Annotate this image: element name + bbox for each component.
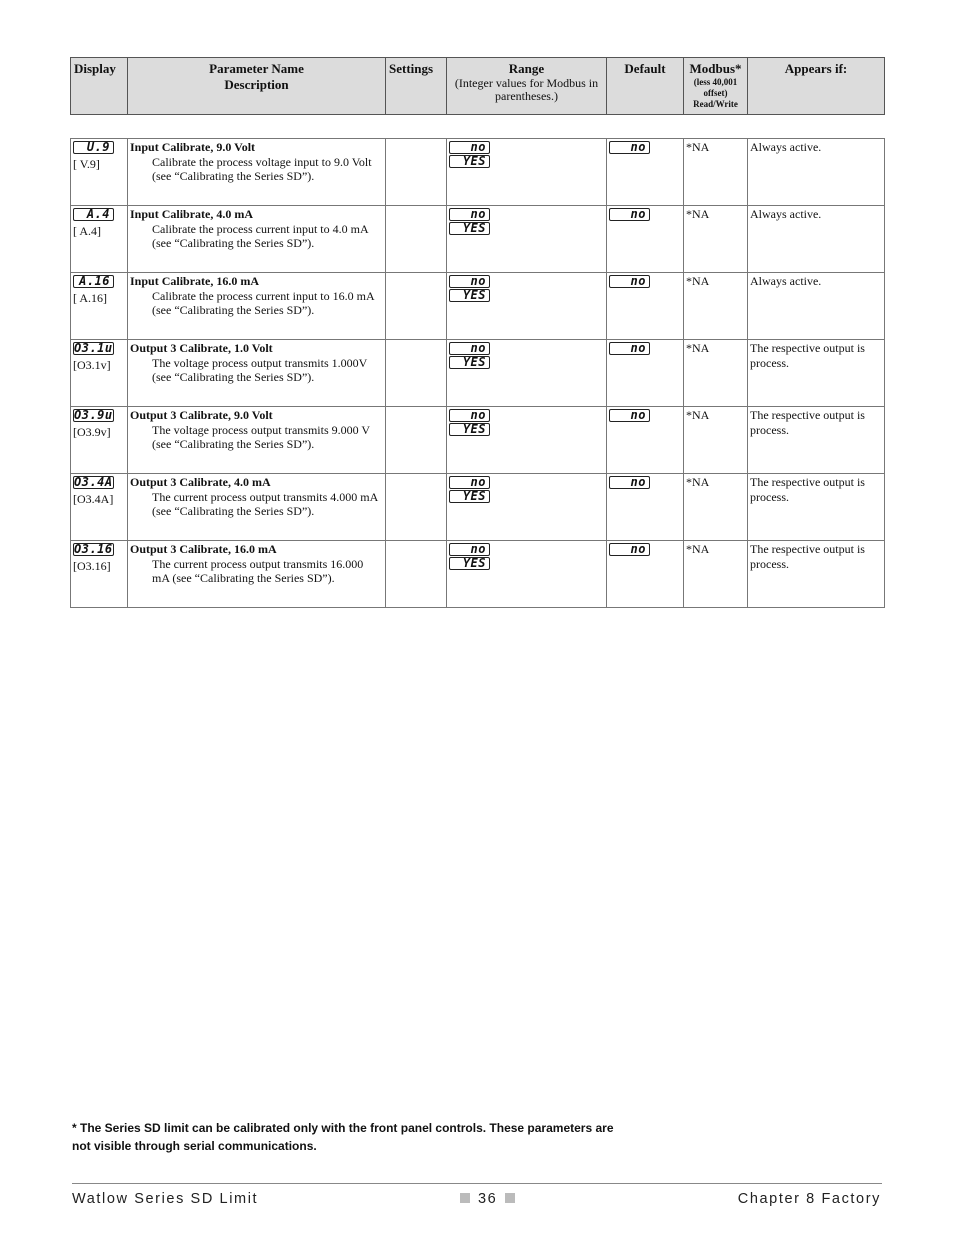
display-cell [71, 273, 128, 340]
lcd-default-icon: no [609, 342, 650, 355]
parameter-description: The voltage process output transmits 9.000 V (see “Calibrating the Series SD”). [152, 422, 370, 451]
header-settings: Settings [386, 58, 447, 115]
lcd-range-icon: no [449, 342, 490, 355]
lcd-range-icon: no [449, 275, 490, 288]
header-default: Default [607, 58, 684, 115]
default-cell [607, 139, 684, 206]
modbus-cell: *NA [684, 541, 748, 608]
lcd-range-icon: YES [449, 155, 490, 168]
display-cell [71, 474, 128, 541]
modbus-cell: *NA [684, 474, 748, 541]
lcd-default-icon: no [609, 476, 650, 489]
settings-cell [386, 273, 447, 340]
appears-if-cell: The respective output is process. [748, 407, 885, 474]
parameter-code: [O3.1v] [73, 357, 111, 372]
display-cell [71, 206, 128, 273]
footer-chapter: Chapter 8 Factory [737, 1191, 881, 1207]
range-cell [447, 541, 607, 608]
default-cell [607, 407, 684, 474]
display-cell [71, 340, 128, 407]
parameter-description: The current process output transmits 16.000 mA (see “Calibrating the Series SD”). [152, 556, 364, 585]
square-bullet-icon [460, 1193, 470, 1203]
parameter-code: [O3.9v] [73, 424, 111, 439]
parameter-name: Output 3 Calibrate, 16.0 mA [130, 542, 277, 556]
parameter-description: Calibrate the process voltage input to 9.0 Volt (see “Calibrating the Series SD”). [152, 154, 372, 183]
footer-page-number: 36 [452, 1191, 523, 1207]
appears-if-cell: The respective output is process. [748, 340, 885, 407]
square-bullet-icon [505, 1193, 515, 1203]
parameter-code: [O3.4A] [73, 491, 114, 506]
parameter-description: The current process output transmits 4.000 mA (see “Calibrating the Series SD”). [152, 489, 378, 518]
lcd-display-icon: O3.1u [74, 341, 113, 355]
appears-if-cell: Always active. [748, 139, 885, 206]
range-cell [447, 139, 607, 206]
parameter-cell [128, 407, 386, 474]
appears-if-cell: The respective output is process. [748, 541, 885, 608]
parameter-name: Input Calibrate, 4.0 mA [130, 207, 254, 221]
settings-cell [386, 407, 447, 474]
range-cell [447, 273, 607, 340]
parameter-name: Output 3 Calibrate, 4.0 mA [130, 475, 271, 489]
modbus-cell: *NA [684, 273, 748, 340]
parameter-table [70, 138, 885, 608]
modbus-cell: *NA [684, 206, 748, 273]
parameter-description: Calibrate the process current input to 16.0 mA (see “Calibrating the Series SD”). [152, 288, 374, 317]
parameter-code: [ V.9] [73, 156, 100, 171]
lcd-display-icon: U.9 [73, 141, 114, 154]
lcd-range-icon: no [449, 141, 490, 154]
header-appears-if: Appears if: [748, 58, 885, 115]
table-row [71, 541, 885, 608]
appears-if-cell: Always active. [748, 273, 885, 340]
range-cell [447, 474, 607, 541]
lcd-range-icon: YES [449, 490, 490, 503]
table-row [71, 407, 885, 474]
display-cell [71, 541, 128, 608]
parameter-cell [128, 340, 386, 407]
footnote: * The Series SD limit can be calibrated only with the front panel controls. These parameters are not visible through serial communications. [72, 1121, 614, 1153]
modbus-cell: *NA [684, 340, 748, 407]
parameter-code: [ A.4] [73, 223, 101, 238]
lcd-default-icon: no [609, 141, 650, 154]
table-row [71, 474, 885, 541]
lcd-display-icon: O3.9u [74, 408, 113, 422]
appears-if-cell: The respective output is process. [748, 474, 885, 541]
lcd-range-icon: no [449, 476, 490, 489]
lcd-range-icon: YES [449, 222, 490, 235]
range-cell [447, 407, 607, 474]
lcd-default-icon: no [609, 543, 650, 556]
table-row [71, 206, 885, 273]
lcd-display-icon: O3.16 [74, 542, 113, 556]
header-modbus: Modbus* (less 40,001 offset) Read/Write [684, 58, 748, 115]
parameter-name: Output 3 Calibrate, 9.0 Volt [130, 408, 273, 422]
footer-rule [72, 1183, 882, 1184]
parameter-name: Input Calibrate, 9.0 Volt [130, 140, 256, 154]
lcd-default-icon: no [609, 275, 650, 288]
lcd-range-icon: YES [449, 423, 490, 436]
display-cell [71, 139, 128, 206]
parameter-cell [128, 139, 386, 206]
default-cell [607, 474, 684, 541]
lcd-default-icon: no [609, 208, 650, 221]
range-cell [447, 340, 607, 407]
table-row [71, 139, 885, 206]
default-cell [607, 340, 684, 407]
lcd-display-icon: O3.4A [74, 475, 113, 489]
parameter-cell [128, 541, 386, 608]
lcd-range-icon: YES [449, 557, 490, 570]
table-row [71, 273, 885, 340]
lcd-range-icon: no [449, 208, 490, 221]
parameter-code: [O3.16] [73, 558, 111, 573]
lcd-range-icon: YES [449, 289, 490, 302]
header-range: Range (Integer values for Modbus in parentheses.) [447, 58, 607, 115]
default-cell [607, 206, 684, 273]
lcd-default-icon: no [609, 409, 650, 422]
header-display: Display [71, 58, 128, 115]
lcd-range-icon: no [449, 543, 490, 556]
parameter-name: Input Calibrate, 16.0 mA [130, 274, 260, 288]
settings-cell [386, 206, 447, 273]
lcd-range-icon: no [449, 409, 490, 422]
range-cell [447, 206, 607, 273]
parameter-cell [128, 206, 386, 273]
header-parameter-name: Parameter Name Description [128, 58, 386, 115]
display-cell [71, 407, 128, 474]
settings-cell [386, 474, 447, 541]
modbus-cell: *NA [684, 139, 748, 206]
settings-cell [386, 340, 447, 407]
default-cell [607, 541, 684, 608]
table-row [71, 340, 885, 407]
lcd-display-icon: A.4 [73, 208, 114, 221]
parameter-description: The voltage process output transmits 1.000V (see “Calibrating the Series SD”). [152, 355, 368, 384]
settings-cell [386, 139, 447, 206]
lcd-display-icon: A.16 [73, 275, 114, 288]
modbus-cell: *NA [684, 407, 748, 474]
parameter-table-header [70, 57, 885, 115]
settings-cell [386, 541, 447, 608]
lcd-range-icon: YES [449, 356, 490, 369]
parameter-name: Output 3 Calibrate, 1.0 Volt [130, 341, 273, 355]
parameter-description: Calibrate the process current input to 4.0 mA (see “Calibrating the Series SD”). [152, 221, 368, 250]
parameter-code: [ A.16] [73, 290, 107, 305]
parameter-cell [128, 474, 386, 541]
default-cell [607, 273, 684, 340]
parameter-cell [128, 273, 386, 340]
footer-manual-title: Watlow Series SD Limit [72, 1191, 259, 1207]
appears-if-cell: Always active. [748, 206, 885, 273]
